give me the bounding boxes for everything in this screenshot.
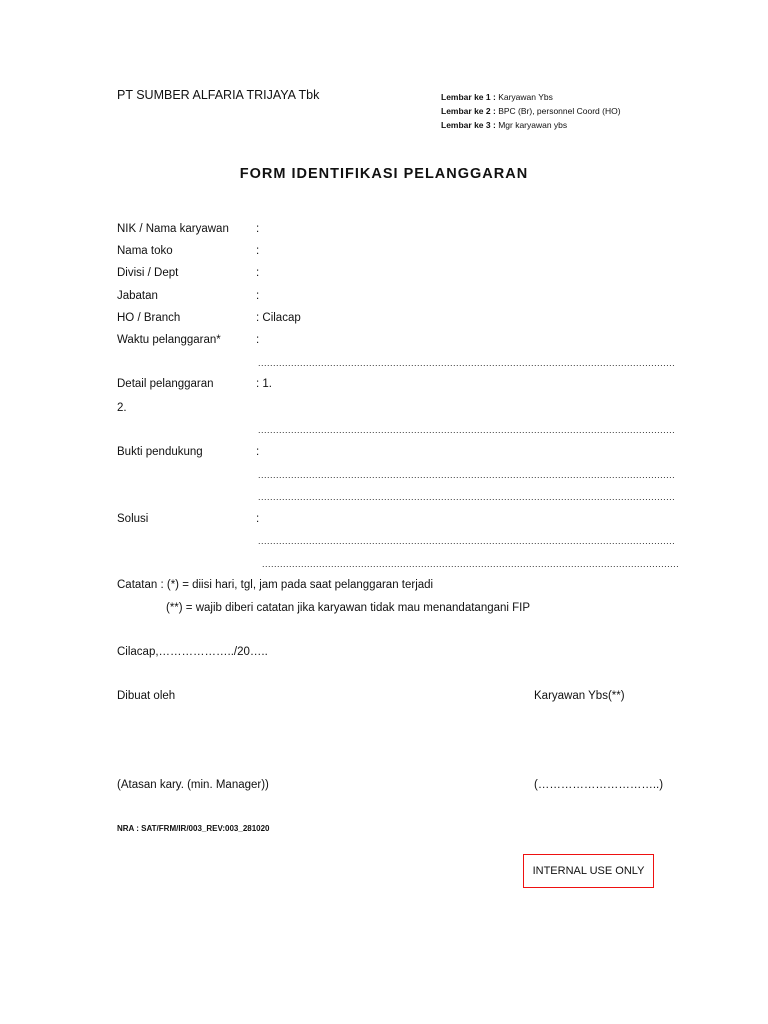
copy-line-2: Lembar ke 2 : BPC (Br), personnel Coord (HO) [441,106,621,116]
store-value: : [256,245,260,257]
form-title: FORM IDENTIFIKASI PELANGGARAN [239,166,529,182]
solution-dotline-2: ........................................................................................................................................... [262,559,680,569]
copy-distribution [441,90,621,132]
evidence-dotline-2: ........................................................................................................................................... [258,492,676,502]
violation-time-label: Waktu pelanggaran* [117,334,221,346]
division-value: : [256,267,260,279]
employee-signature-label: Karyawan Ybs(**) [534,690,625,702]
nik-label: NIK / Nama karyawan [117,223,229,235]
violation-detail-value: : 1. [256,378,272,390]
place-date: Cilacap,………………../20….. [117,646,268,658]
company-name: PT SUMBER ALFARIA TRIJAYA Tbk [117,88,320,102]
copy-line-1: Lembar ke 1 : Karyawan Ybs [441,92,553,102]
evidence-dotline-1: ........................................................................................................................................... [258,470,676,480]
evidence-value: : [256,446,260,458]
violation-detail-dotline: ........................................................................................................................................... [258,425,676,435]
superior-signature-label: (Atasan kary. (min. Manager)) [117,779,269,791]
position-value: : [256,290,260,302]
branch-value: : Cilacap [256,312,301,324]
employee-name-blank: (…………………………..) [534,779,664,791]
store-label: Nama toko [117,245,173,257]
violation-detail-2-label: 2. [117,402,127,414]
solution-dotline-1: ........................................................................................................................................... [258,536,676,546]
solution-label: Solusi [117,513,149,525]
nik-value: : [256,223,260,235]
division-label: Divisi / Dept [117,267,179,279]
violation-detail-label: Detail pelanggaran [117,378,214,390]
violation-time-dotline: ........................................................................................................................................... [258,358,676,368]
position-label: Jabatan [117,290,158,302]
document-number: NRA : SAT/FRM/IR/003_REV:003_281020 [117,824,270,833]
solution-value: : [256,513,260,525]
violation-time-value: : [256,334,260,346]
note-line-2: (**) = wajib diberi catatan jika karyawan tidak mau menandatangani FIP [166,602,531,614]
evidence-label: Bukti pendukung [117,446,203,458]
made-by-label: Dibuat oleh [117,690,176,702]
copy-line-3: Lembar ke 3 : Mgr karyawan ybs [441,120,568,130]
internal-use-label: INTERNAL USE ONLY [532,865,645,877]
internal-use-stamp [523,854,654,888]
branch-label: HO / Branch [117,312,181,324]
note-line-1: Catatan : (*) = diisi hari, tgl, jam pada saat pelanggaran terjadi [117,579,434,591]
